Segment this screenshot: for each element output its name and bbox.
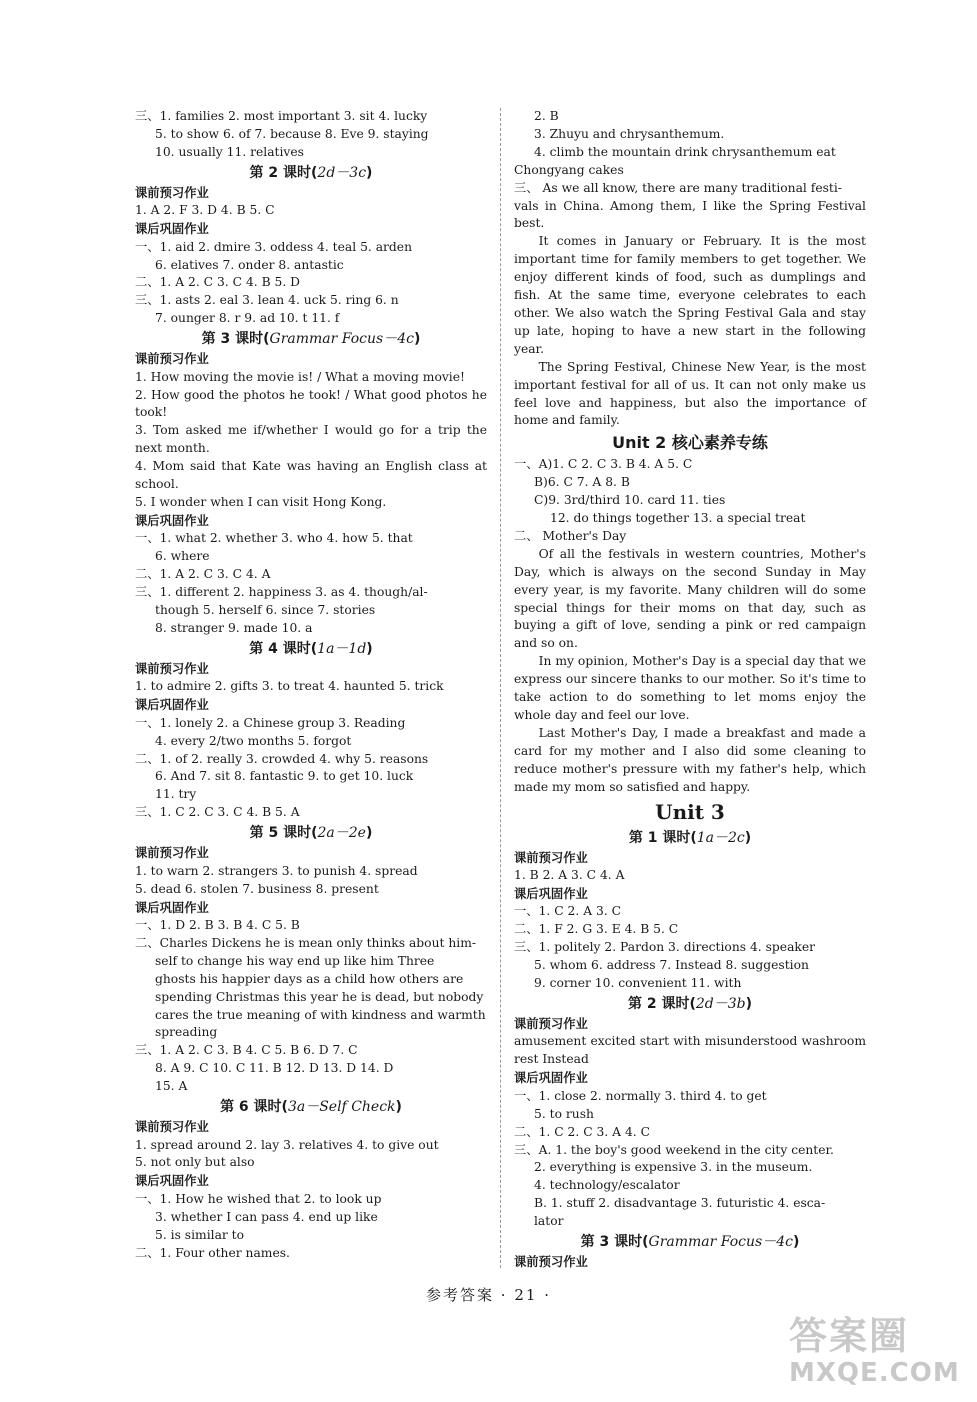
lesson-heading-text: 第 2 课时( — [627, 995, 696, 1012]
section-label: 课前预习作业 — [514, 1016, 588, 1031]
lesson-heading-close: ) — [365, 825, 373, 842]
answer-line: 一、1. C 2. A 3. C — [514, 904, 622, 919]
answer-line-indented: C)9. 3rd/third 10. card 11. ties — [534, 493, 726, 508]
lesson-heading — [135, 822, 487, 844]
lesson-heading — [135, 638, 487, 660]
essay-paragraph: The Spring Festival, Chinese New Year, is the most important festival for all of us. It can not only make us feel love and happiness, but also the importance of home and family. — [514, 359, 866, 428]
answer-line-indented: 5. to show 6. of 7. because 8. Eve 9. staying — [155, 126, 429, 141]
answer-line: 三、1. asts 2. eal 3. lean 4. uck 5. ring 6. n — [135, 293, 399, 308]
answer-line: 一、1. close 2. normally 3. third 4. to get — [514, 1088, 767, 1103]
answer-line: 1. B 2. A 3. C 4. A — [514, 868, 625, 883]
lesson-heading-range: 2d－3b — [695, 995, 746, 1012]
answer-line-indented: 11. try — [155, 787, 197, 802]
answer-line-indented: 10. usually 11. relatives — [155, 144, 304, 159]
answer-line: 二、 Mother's Day — [514, 528, 627, 543]
answer-line-indented: 5. whom 6. address 7. Instead 8. suggestion — [534, 958, 809, 973]
section-label: 课前预习作业 — [135, 1120, 209, 1135]
unit-review-title: Unit 2 核心素养专练 — [612, 433, 768, 453]
section-label: 课前预习作业 — [514, 850, 588, 865]
page-footer: 参考答案 · 21 · — [426, 1286, 551, 1304]
lesson-heading-text: 第 3 课时( — [201, 331, 270, 348]
lesson-heading-close: ) — [395, 1099, 402, 1116]
section-label: 课后巩固作业 — [135, 900, 209, 915]
lesson-heading-text: 第 6 课时( — [220, 1099, 288, 1116]
answer-line: 一、1. lonely 2. a Chinese group 3. Reading — [135, 715, 406, 730]
section-label: 课前预习作业 — [135, 661, 209, 676]
lesson-heading-close: ) — [744, 829, 752, 846]
answer-line-indented: 6. And 7. sit 8. fantastic 9. to get 10. luck — [155, 769, 414, 784]
answer-line-indented: 8. stranger 9. made 10. a — [155, 620, 313, 635]
answer-line-indented: B. 1. stuff 2. disadvantage 3. futuristic 4. esca- — [534, 1196, 826, 1211]
lesson-heading-range: 2a－2e — [317, 825, 366, 842]
answer-line: 5. I wonder when I can visit Hong Kong. — [135, 495, 387, 509]
section-label: 课后巩固作业 — [135, 698, 209, 713]
answer-line: 二、1. Four other names. — [135, 1245, 290, 1260]
right-column — [514, 108, 866, 1272]
answer-line: 三、 As we all know, there are many traditional festi- — [514, 180, 842, 195]
answer-paragraph: 3. Tom asked me if/whether I would go for a trip the next month. — [135, 423, 487, 456]
answer-line: 三、1. A 2. C 3. B 4. C 5. B 6. D 7. C — [135, 1043, 358, 1058]
answer-line-indented: 4. every 2/two months 5. forgot — [155, 733, 352, 748]
answer-paragraph: amusement excited start with misunderstood washroom rest Instead — [514, 1034, 866, 1067]
answer-line-indented: 12. do things together 13. a special treat — [550, 511, 806, 526]
essay-paragraph: In my opinion, Mother's Day is a special day that we express our sincere thanks to our mother. So it's time to take action to do something to let moms enjoy the whole day and feel our love. — [514, 654, 866, 722]
column-divider — [500, 108, 501, 1268]
answer-line: 二、1. A 2. C 3. C 4. B 5. D — [135, 275, 301, 290]
lesson-heading-close: ) — [366, 640, 373, 657]
answer-line: 二、1. A 2. C 3. C 4. A — [135, 567, 271, 582]
answer-line-indented: 8. A 9. C 10. C 11. B 12. D 13. D 14. D — [155, 1061, 394, 1076]
answer-line: 5. not only but also — [135, 1155, 255, 1170]
answer-line: 二、1. of 2. really 3. crowded 4. why 5. reasons — [135, 751, 429, 766]
lesson-heading-text: 第 4 课时( — [249, 640, 318, 657]
answer-line: 二、1. F 2. G 3. E 4. B 5. C — [514, 922, 679, 937]
lesson-heading-close: ) — [413, 331, 421, 348]
answer-line: 一、1. D 2. B 3. B 4. C 5. B — [135, 918, 300, 932]
answer-line: 二、Charles Dickens he is mean only thinks about him- — [135, 935, 477, 950]
answer-line-indented: 6. where — [155, 549, 210, 564]
essay-paragraph: Of all the festivals in western countries, Mother's Day, which is always on the second Sunday in May every year, is my favorite. Many children will do some special things for their moms on that day, such as buying a gift of love, sending a pink or red campaign and so on. — [514, 546, 866, 651]
watermark-url: MXQE.COM — [789, 1358, 960, 1388]
lesson-heading-close: ) — [745, 995, 753, 1012]
answer-line: 一、A)1. C 2. C 3. B 4. A 5. C — [514, 457, 693, 472]
section-label: 课前预习作业 — [135, 352, 209, 367]
watermark-logo — [789, 1314, 969, 1394]
answer-line-indented: 7. ounger 8. r 9. ad 10. t 11. f — [155, 311, 340, 326]
lesson-heading-range: Grammar Focus－4c — [648, 1234, 793, 1251]
lesson-heading-close: ) — [792, 1234, 800, 1251]
lesson-heading — [135, 328, 487, 350]
answer-line-indented: 2. everything is expensive 3. in the museum. — [534, 1160, 813, 1175]
answer-line: 5. dead 6. stolen 7. business 8. present — [135, 881, 379, 896]
answer-line: 三、1. politely 2. Pardon 3. directions 4. speaker — [514, 940, 816, 955]
answer-paragraph: vals in China. Among them, I like the Spring Festival best. — [514, 198, 866, 231]
answer-line: 1. A 2. F 3. D 4. B 5. C — [135, 203, 275, 218]
answer-line-indented: 5. is similar to — [155, 1227, 245, 1242]
essay-paragraph: Last Mother's Day, I made a breakfast and made a card for my mother and I also did some cleaning to reduce mother's pressure with my father's help, which made my mom so satisfied and happy. — [514, 725, 866, 794]
answer-paragraph: 4. Mom said that Kate was having an English class at school. — [135, 459, 487, 492]
lesson-heading — [514, 1231, 866, 1253]
watermark-text: 答案圈 — [789, 1314, 910, 1358]
section-label: 课后巩固作业 — [135, 222, 209, 237]
answer-line-indented: spreading — [155, 1025, 218, 1040]
answer-line-indented: 4. technology/escalator — [534, 1178, 680, 1193]
lesson-heading-text: 第 2 课时( — [249, 164, 318, 181]
lesson-heading-text: 第 1 课时( — [628, 829, 697, 846]
answer-line-indented: 9. corner 10. convenient 11. with — [534, 976, 742, 991]
section-label: 课后巩固作业 — [514, 886, 588, 901]
section-label: 课前预习作业 — [514, 1255, 588, 1270]
answer-line-indented: spending Christmas this year he is dead, but nobody — [155, 989, 484, 1004]
answer-line: 二、1. C 2. C 3. A 4. C — [514, 1124, 650, 1139]
answer-line: 1. to warn 2. strangers 3. to punish 4. spread — [135, 863, 418, 878]
lesson-heading-text: 第 5 课时( — [249, 825, 318, 842]
answer-line-indented: cares the true meaning of with kindness and warmth — [155, 1007, 486, 1022]
lesson-heading — [514, 827, 866, 849]
answer-line: 一、1. How he wished that 2. to look up — [135, 1191, 382, 1206]
lesson-heading — [135, 162, 487, 184]
section-label: 课前预习作业 — [135, 846, 209, 861]
answer-line: 一、1. what 2. whether 3. who 4. how 5. that — [135, 531, 413, 546]
lesson-heading-close: ) — [366, 164, 373, 181]
section-label: 课前预习作业 — [135, 185, 209, 200]
answer-line: 三、1. families 2. most important 3. sit 4. lucky — [135, 109, 428, 123]
lesson-heading — [514, 993, 866, 1015]
answer-line: 1. to admire 2. gifts 3. to treat 4. haunted 5. trick — [135, 679, 444, 694]
lesson-heading-range: 1a－2c — [696, 829, 745, 846]
lesson-heading-range: 1a－1d — [317, 640, 367, 657]
answer-line: 三、A. 1. the boy's good weekend in the city center. — [514, 1142, 834, 1157]
answer-line-indented: 4. climb the mountain drink chrysanthemum eat — [534, 144, 836, 159]
section-label: 课后巩固作业 — [135, 513, 209, 528]
answer-line-indented: 6. elatives 7. onder 8. antastic — [155, 257, 344, 272]
answer-line-indented: 15. A — [155, 1079, 188, 1094]
lesson-heading-range: 3a－Self Check — [287, 1099, 396, 1116]
answer-line-indented: self to change his way end up like him Three — [155, 953, 435, 968]
lesson-heading-text: 第 3 课时( — [580, 1234, 649, 1251]
section-label: 课后巩固作业 — [135, 1174, 209, 1189]
left-column — [135, 108, 487, 1263]
answer-line-indented: 3. whether I can pass 4. end up like — [155, 1209, 378, 1224]
answer-line-indented: 3. Zhuyu and chrysanthemum. — [534, 126, 725, 141]
lesson-heading-range: Grammar Focus－4c — [269, 331, 414, 348]
answer-line: 三、1. C 2. C 3. C 4. B 5. A — [135, 805, 300, 820]
lesson-heading — [135, 1096, 487, 1118]
answer-paragraph: 2. How good the photos he took! / What good photos he took! — [135, 387, 487, 420]
essay-paragraph: It comes in January or February. It is the most important time for family members to get together. We enjoy different kinds of food, such as dumplings and fish. At the same time, everyone celebrates to each other. We also watch the Spring Festival Gala and stay up late, hoping to have a new start in the following year. — [514, 234, 866, 356]
answer-line-indented: 2. B — [534, 109, 559, 123]
answer-line: 1. spread around 2. lay 3. relatives 4. to give out — [135, 1137, 439, 1152]
unit-title: Unit 3 — [655, 799, 725, 824]
answer-line: 1. How moving the movie is! / What a moving movie! — [135, 369, 465, 384]
answer-line-indented: lator — [534, 1214, 564, 1229]
answer-line: Chongyang cakes — [514, 162, 624, 177]
answer-line-indented: though 5. herself 6. since 7. stories — [155, 603, 376, 618]
answer-line-indented: B)6. C 7. A 8. B — [534, 475, 630, 490]
answer-line-indented: ghosts his happier days as a child how others are — [155, 971, 464, 986]
answer-line: 三、1. different 2. happiness 3. as 4. though/al- — [135, 585, 428, 600]
lesson-heading-range: 2d－3c — [317, 164, 367, 181]
section-label: 课后巩固作业 — [514, 1071, 588, 1086]
answer-line: 一、1. aid 2. dmire 3. oddess 4. teal 5. arden — [135, 239, 412, 254]
answer-line-indented: 5. to rush — [534, 1106, 594, 1121]
